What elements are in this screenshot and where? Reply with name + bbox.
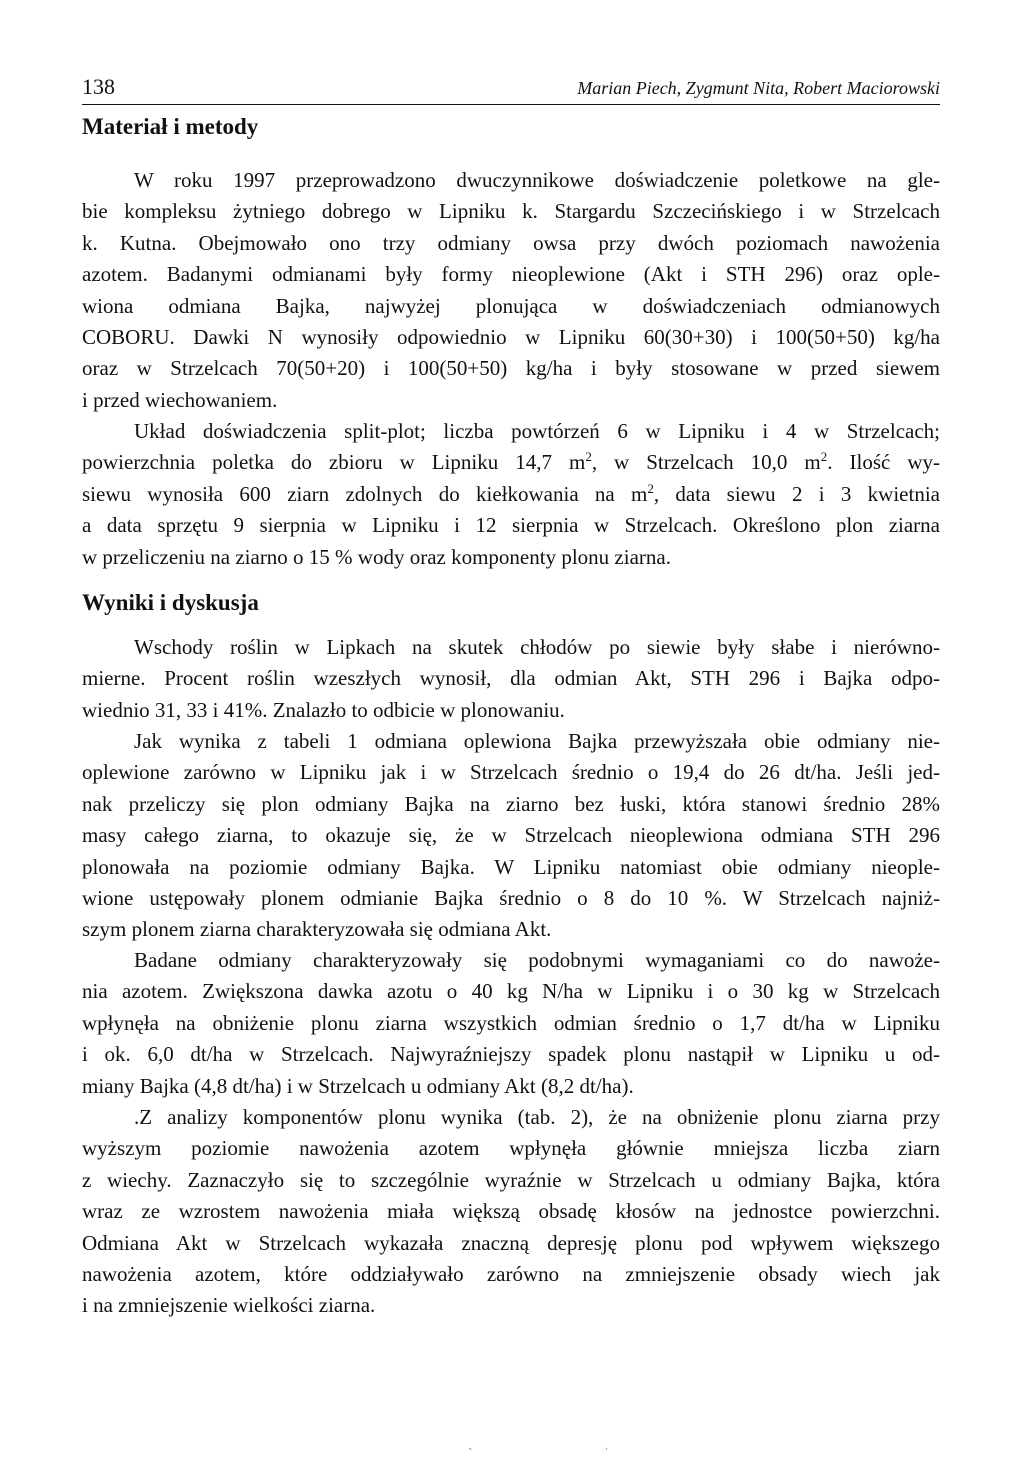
text-line: wiednio 31, 33 i 41%. Znalazło to odbicie w plonowaniu. <box>82 697 565 722</box>
text-line: nawożenia azotem, które oddziaływało zarówno na zmniejszenie obsady wiech jak <box>82 1262 940 1287</box>
text-line: wraz ze wzrostem nawożenia miała większą obsadę kłosów na jednostce powierzchni. <box>82 1199 940 1224</box>
paragraph-results-4 <box>82 1102 940 1322</box>
paragraph-methods-2 <box>82 416 940 573</box>
text-line: plonowała na poziomie odmiany Bajka. W Lipniku natomiast obie odmiany nieople- <box>82 854 940 879</box>
superscript: 2 <box>647 480 654 496</box>
running-head <box>82 72 940 105</box>
text-line: szym plonem ziarna charakteryzowała się odmiana Akt. <box>82 917 552 942</box>
paragraph-results-1 <box>82 632 940 726</box>
text-line: Wschody roślin w Lipkach na skutek chłodów po siewie były słabe i nierówno- <box>134 635 940 659</box>
text-line: W roku 1997 przeprowadzono dwuczynnikowe doświadczenie poletkowe na gle- <box>134 168 940 192</box>
text-line: Badane odmiany charakteryzowały się podobnymi wymaganiami co do nawoże- <box>134 948 940 972</box>
text-line: nia azotem. Zwiększona dawka azotu o 40 kg N/ha w Lipniku i o 30 kg w Strzelcach <box>82 979 940 1004</box>
running-head-authors: Marian Piech, Zygmunt Nita, Robert Maciorowski <box>577 78 940 98</box>
text-line: .Z analizy komponentów plonu wynika (tab. 2), że na obniżenie plonu ziarna przy <box>134 1105 940 1129</box>
section-heading-results: Wyniki i dyskusja <box>82 590 259 615</box>
text-line: azotem. Badanymi odmianami były formy nieoplewione (Akt i STH 296) oraz ople- <box>82 262 940 287</box>
text-line <box>82 447 940 478</box>
text-line: a data sprzętu 9 sierpnia w Lipniku i 12 sierpnia w Strzelcach. Określono plon ziarna <box>82 513 940 538</box>
text-line: COBORU. Dawki N wynosiły odpowiednio w Lipniku 60(30+30) i 100(50+50) kg/ha <box>82 325 940 350</box>
text-fragment: , data siewu 2 i 3 kwietnia <box>653 481 940 506</box>
text-line: masy całego ziarna, to okazuje się, że w Strzelcach nieoplewiona odmiana STH 296 <box>82 823 940 848</box>
text-line: bie kompleksu żytniego dobrego w Lipniku k. Stargardu Szczecińskiego i w Strzelcach <box>82 199 940 224</box>
text-line: i na zmniejszenie wielkości ziarna. <box>82 1293 376 1318</box>
text-line: i ok. 6,0 dt/ha w Strzelcach. Najwyraźniejszy spadek plonu nastąpił w Lipniku u od- <box>82 1042 940 1067</box>
paragraph-methods-1 <box>82 165 940 416</box>
superscript: 2 <box>585 449 592 465</box>
superscript: 2 <box>820 449 828 465</box>
text-line: Jak wynika z tabeli 1 odmiana oplewiona Bajka przewyższała obie odmiany nie- <box>134 729 940 753</box>
text-line: oplewione zarówno w Lipniku jak i w Strzelcach średnio o 19,4 do 26 dt/ha. Jeśli jed- <box>82 760 940 785</box>
text-line: i przed wiechowaniem. <box>82 387 278 412</box>
paragraph-results-3 <box>82 945 940 1102</box>
scan-speck: ˌ <box>604 1436 609 1451</box>
text-line: miany Bajka (4,8 dt/ha) i w Strzelcach u odmiany Akt (8,2 dt/ha). <box>82 1073 634 1098</box>
text-fragment: , w Strzelcach 10,0 m <box>591 450 821 475</box>
text-line: nak przeliczy się plon odmiany Bajka na ziarno bez łuski, która stanowi średnio 28% <box>82 791 940 816</box>
section-heading-methods: Materiał i metody <box>82 114 259 139</box>
text-line: wione ustępowały plonem odmianie Bajka średnio o 8 do 10 %. W Strzelcach najniż- <box>82 886 940 911</box>
text-line: wpłynęła na obniżenie plonu ziarna wszystkich odmian średnio o 1,7 dt/ha w Lipniku <box>82 1010 940 1035</box>
text-line: mierne. Procent roślin wzeszłych wynosił, dla odmian Akt, STH 296 i Bajka odpo- <box>82 666 940 691</box>
text-line: w przeliczeniu na ziarno o 15 % wody oraz komponenty plonu ziarna. <box>82 544 671 569</box>
text-line: oraz w Strzelcach 70(50+20) i 100(50+50) kg/ha i były stosowane w przed siewem <box>82 356 940 381</box>
text-line: k. Kutna. Obejmowało ono trzy odmiany owsa przy dwóch poziomach nawożenia <box>82 230 940 255</box>
text-line: z wiechy. Zaznaczyło się to szczególnie wyraźnie w Strzelcach u odmiany Bajka, która <box>82 1167 940 1192</box>
text-fragment: . Ilość wy- <box>827 450 940 475</box>
scan-speck: ˏ <box>468 1436 473 1451</box>
page-number: 138 <box>82 74 115 99</box>
text-line: Układ doświadczenia split-plot; liczba powtórzeń 6 w Lipniku i 4 w Strzelcach; <box>134 419 940 443</box>
text-line: wiona odmiana Bajka, najwyżej plonująca w doświadczeniach odmianowych <box>82 293 940 318</box>
text-line <box>82 479 940 510</box>
text-fragment: powierzchnia poletka do zbioru w Lipniku 14,7 m <box>82 450 586 475</box>
text-line: wyższym poziomie nawożenia azotem wpłynęła głównie mniejsza liczba ziarn <box>82 1136 940 1161</box>
text-line: Odmiana Akt w Strzelcach wykazała znaczną depresję plonu pod wpływem większego <box>82 1230 940 1255</box>
paragraph-results-2 <box>82 726 940 946</box>
text-fragment: siewu wynosiła 600 ziarn zdolnych do kiełkowania na m <box>82 481 648 506</box>
